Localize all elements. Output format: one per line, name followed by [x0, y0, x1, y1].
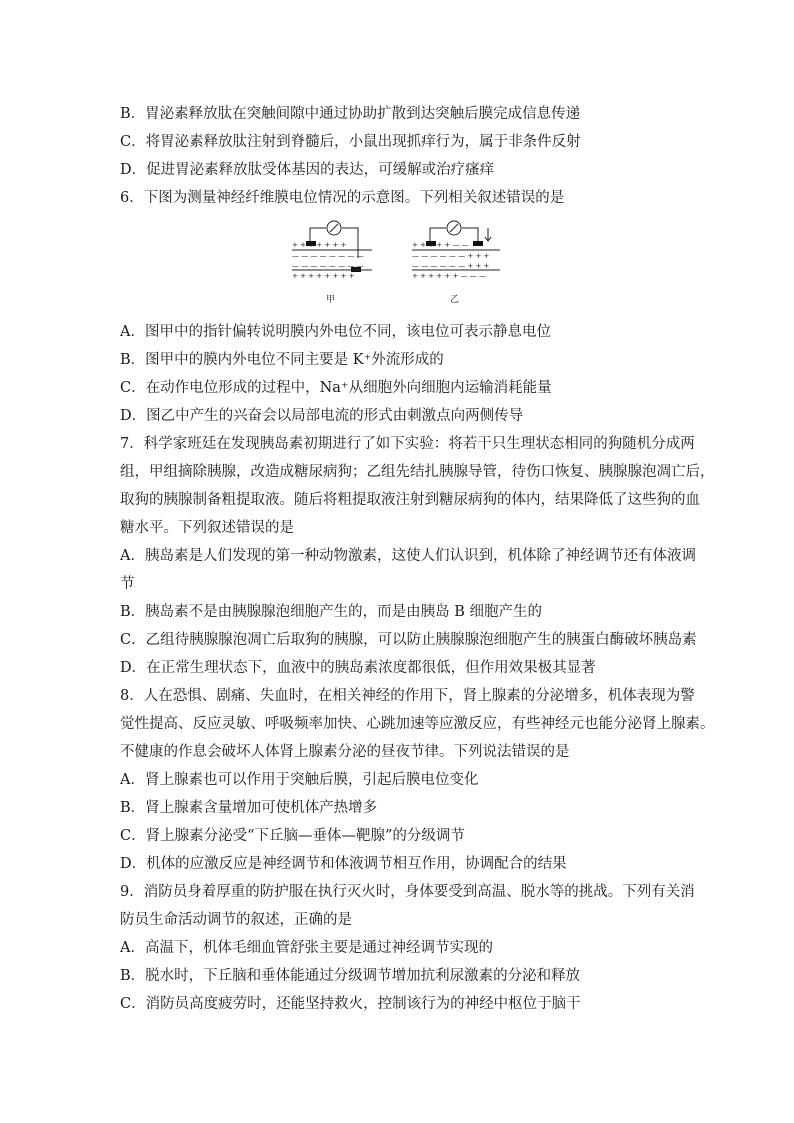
q6-option-d: D．图乙中产生的兴奋会以局部电流的形式由刺激点向两侧传导: [120, 408, 524, 424]
figure-label-jia: 甲: [326, 295, 336, 305]
q7-option-c: C．乙组待胰腺腺泡凋亡后取狗的胰腺，可以防止胰腺腺泡细胞产生的胰蛋白酶破坏胰岛素: [120, 632, 697, 648]
q9-stem-line-2: 防员生命活动调节的叙述，正确的是: [120, 912, 352, 928]
svg-text:— — — — — — — —: — — — — — — — —: [292, 252, 364, 260]
electrode-right: [473, 241, 483, 246]
membrane-potential-diagram: [288, 218, 508, 310]
q7-option-a-continued: 节: [120, 576, 135, 592]
figure-label-yi: 乙: [450, 295, 460, 305]
q7-stem-line-4: 糖水平。下列叙述错误的是: [120, 520, 294, 536]
q5-option-b: B．胃泌素释放肽在突触间隙中通过协助扩散到达突触后膜完成信息传递: [120, 106, 581, 122]
q9-option-c: C．消防员高度疲劳时，还能坚持救火，控制该行为的神经中枢位于脑干: [120, 996, 581, 1012]
q6-option-c: C．在动作电位形成的过程中，Na⁺从细胞外向细胞内运输消耗能量: [120, 380, 552, 396]
figure-jia: [292, 221, 372, 305]
svg-text:— — — — — — + + +: — — — — — — + + +: [412, 252, 490, 260]
svg-text:+ + + + + — —: + + + + + — —: [412, 241, 469, 249]
q7-stem-line-2: 组，甲组摘除胰腺，改造成糖尿病狗；乙组先结扎胰腺导管，待伤口恢复、胰腺腺泡凋亡后，: [120, 464, 715, 480]
svg-text:+ + + + + + +: + + + + + + +: [292, 241, 347, 249]
q7-option-b: B．胰岛素不是由胰腺腺泡细胞产生的，而是由胰岛 B 细胞产生的: [120, 604, 543, 620]
q7-option-a: A．胰岛素是人们发现的第一种动物激素，这使人们认识到，机体除了神经调节还有体液调: [120, 548, 696, 564]
q8-option-d: D．机体的应激反应是神经调节和体液调节相互作用，协调配合的结果: [120, 856, 567, 872]
q8-option-a: A．肾上腺素也可以作用于突触后膜，引起后膜电位变化: [120, 772, 479, 788]
q7-option-d: D．在正常生理状态下，血液中的胰岛素浓度都很低，但作用效果极其显著: [120, 660, 596, 676]
q8-stem-line-1: 8．人在恐惧、剧痛、失血时，在相关神经的作用下，肾上腺素的分泌增多，机体表现为警: [120, 688, 695, 704]
q9-option-a: A．高温下，机体毛细血管舒张主要是通过神经调节实现的: [120, 940, 493, 956]
q7-stem-line-3: 取狗的胰腺制备粗提取液。随后将粗提取液注射到糖尿病狗的体内，结果降低了这些狗的血: [120, 492, 700, 508]
q9-option-b: B．脱水时，下丘脑和垂体能通过分级调节增加抗利尿激素的分泌和释放: [120, 968, 581, 984]
q6-option-b: B．图甲中的膜内外电位不同主要是 K⁺外流形成的: [120, 352, 444, 368]
svg-text:+ + + + + + + +: + + + + + + + +: [292, 272, 355, 280]
q8-option-b: B．肾上腺素含量增加可使机体产热增多: [120, 800, 378, 816]
svg-text:— — — — — — + + +: — — — — — — + + +: [412, 262, 490, 270]
q5-option-c: C．将胃泌素释放肽注射到脊髓后，小鼠出现抓痒行为，属于非条件反射: [120, 134, 581, 150]
q8-option-c: C．肾上腺素分泌受“下丘脑—垂体—靶腺”的分级调节: [120, 828, 465, 844]
q8-stem-line-2: 觉性提高、反应灵敏、呼吸频率加快、心跳加速等应激反应，有些神经元也能分泌肾上腺素。: [120, 716, 715, 732]
svg-text:— — — — — — — —: — — — — — — — —: [292, 262, 364, 270]
q5-option-d: D．促进胃泌素释放肽受体基因的表达，可缓解或治疗瘙痒: [120, 162, 495, 178]
q6-option-a: A．图甲中的指针偏转说明膜内外电位不同，该电位可表示静息电位: [120, 324, 551, 340]
q7-stem-line-1: 7．科学家班廷在发现胰岛素初期进行了如下实验：将若干只生理状态相同的狗随机分成两: [120, 436, 695, 452]
svg-text:+ + + + + + — — —: + + + + + + — — —: [412, 272, 486, 280]
q6-stem: 6．下图为测量神经纤维膜电位情况的示意图。下列相关叙述错误的是: [120, 190, 565, 206]
q9-stem-line-1: 9．消防员身着厚重的防护服在执行灭火时，身体要受到高温、脱水等的挑战。下列有关消: [120, 884, 695, 900]
figure-yi: [412, 221, 500, 305]
membrane-potential-figure: [288, 218, 508, 310]
q8-stem-line-3: 不健康的作息会破坏人体肾上腺素分泌的昼夜节律。下列说法错误的是: [120, 744, 570, 760]
